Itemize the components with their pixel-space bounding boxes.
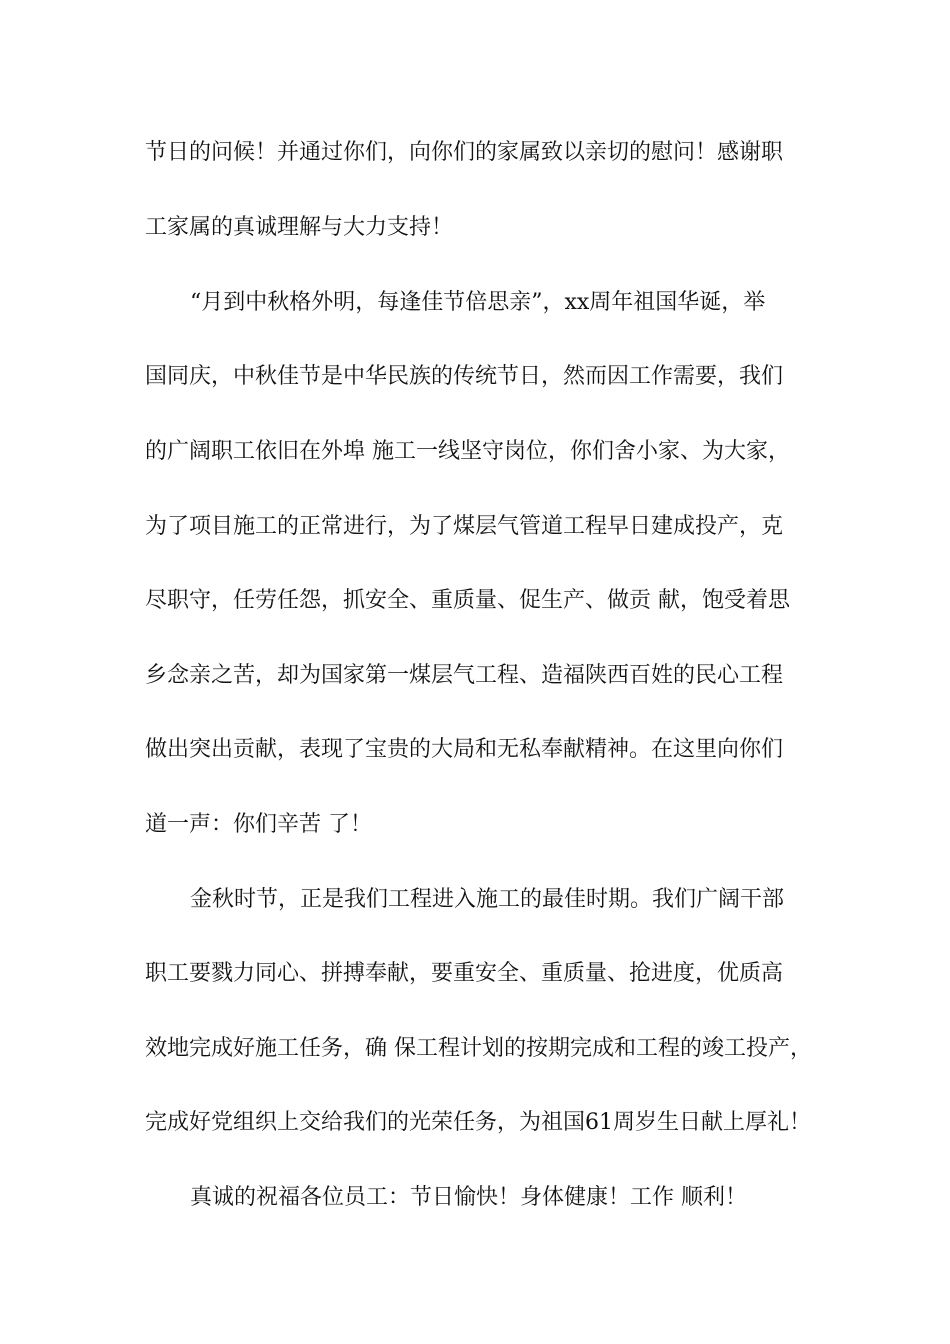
text-line: 金秋时节，正是我们工程进入施工的最佳时期。我们广阔干部 [190,887,785,912]
text-line: 完成好党组织上交给我们的光荣任务，为祖国61周岁生日献上厚礼！ [145,1110,811,1135]
text-line: 的广阔职工依旧在外埠 施工一线坚守岗位，你们舍小家、为大家， [145,439,790,464]
text-line: 效地完成好施工任务，确 保工程计划的按期完成和工程的竣工投产， [145,1036,812,1061]
text-line: 道一声：你们辛苦 了！ [145,812,372,837]
text-line: 尽职守，任劳任怨，抓安全、重质量、促生产、做贡 献，饱受着思 [145,588,790,613]
text-line: 节日的问候！并通过你们，向你们的家属致以亲切的慰问！感谢职 [145,140,784,165]
text-line: 乡念亲之苦，却为国家第一煤层气工程、造福陕西百姓的民心工程 [145,663,784,688]
text-line: 做出突出贡献，表现了宝贵的大局和无私奉献精神。在这里向你们 [145,737,784,762]
text-line: “月到中秋格外明，每逢佳节倍思亲”，xx周年祖国华诞，举 [190,290,766,315]
text-line: 为了项目施工的正常进行，为了煤层气管道工程早日建成投产，克 [145,514,784,539]
text-line: 职工要戮力同心、拼搏奉献，要重安全、重质量、抢进度，优质高 [145,961,784,986]
text-line: 国同庆，中秋佳节是中华民族的传统节日，然而因工作需要，我们 [145,364,784,389]
text-line: 真诚的祝福各位员工：节日愉快！身体健康！工作 顺利！ [190,1185,747,1210]
text-line: 工家属的真诚理解与大力支持！ [145,215,454,240]
